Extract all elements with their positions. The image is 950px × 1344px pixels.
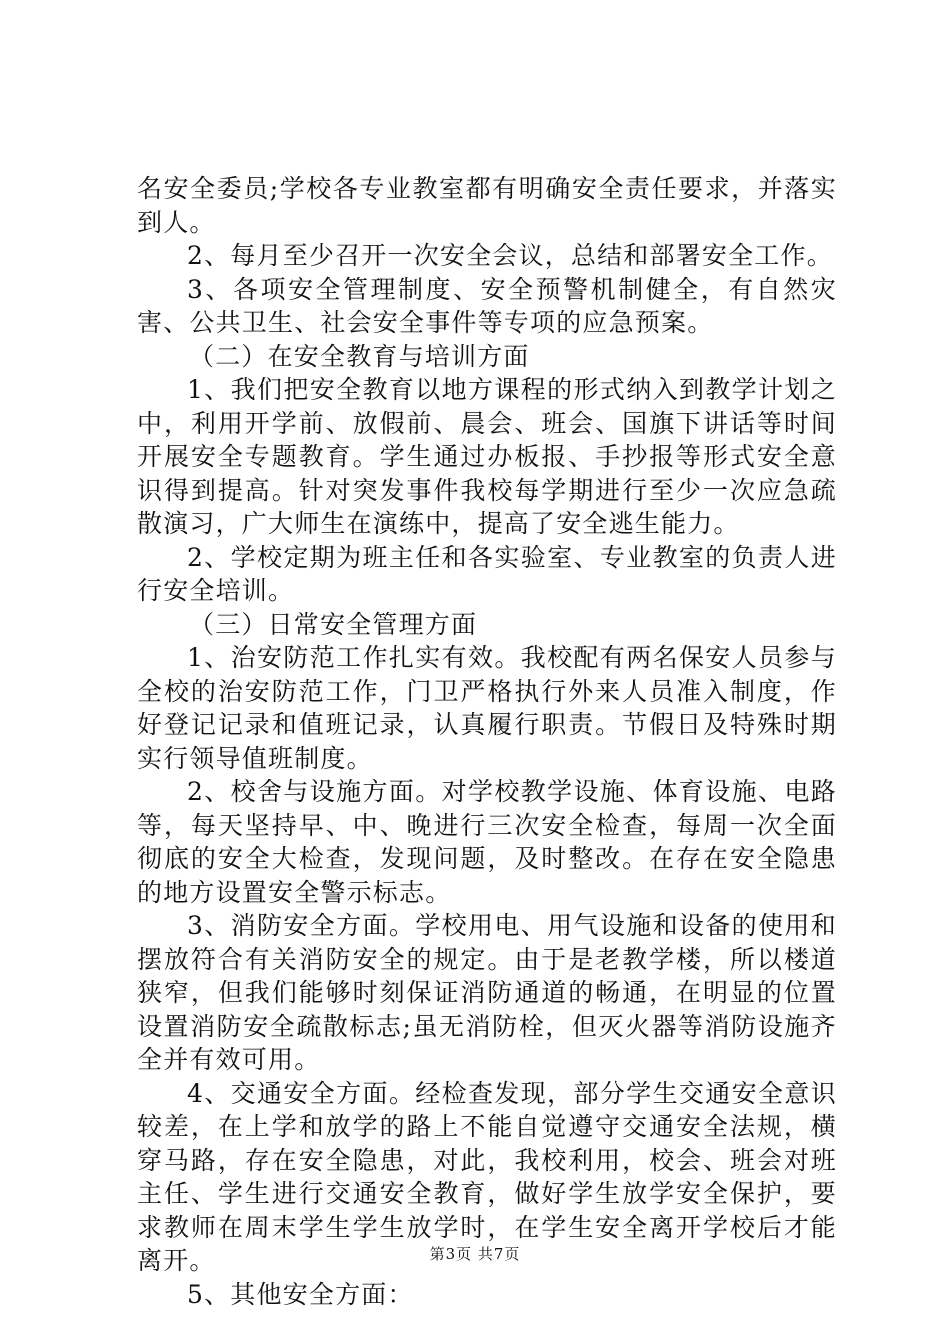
paragraph: 1、我们把安全教育以地方课程的形式纳入到教学计划之中，利用开学前、放假前、晨会、班会、国旗下讲话等时间开展安全专题教育。学生通过办板报、手抄报等形式安全意识得到提高。针对突发事件我校每学期进行至少一次应急疏散演习，广大师生在演练中，提高了安全逃生能力。 <box>137 375 837 538</box>
paragraph: 2、学校定期为班主任和各实验室、专业教室的负责人进行安全培训。 <box>137 542 837 605</box>
paragraph: 3、各项安全管理制度、安全预警机制健全，有自然灾害、公共卫生、社会安全事件等专项的应急预案。 <box>137 274 837 337</box>
paragraph: 5、其他安全方面： <box>187 1279 414 1309</box>
section-heading: （二）在安全教育与培训方面 <box>189 341 530 371</box>
section-heading: （三）日常安全管理方面 <box>189 609 478 639</box>
paragraph: 名安全委员;学校各专业教室都有明确安全责任要求，并落实到人。 <box>137 174 837 237</box>
paragraph: 1、治安防范工作扎实有效。我校配有两名保安人员参与全校的治安防范工作，门卫严格执行外来人员准入制度，作好登记记录和值班记录，认真履行职责。节假日及特殊时期实行领导值班制度。 <box>137 643 837 773</box>
page-footer: 第3页 共7页 <box>429 1245 521 1263</box>
paragraph: 2、校舍与设施方面。对学校教学设施、体育设施、电路等，每天坚持早、中、晚进行三次安全检查，每周一次全面彻底的安全大检查，发现问题，及时整改。在存在安全隐患的地方设置安全警示标志。 <box>137 777 837 907</box>
paragraph: 2、每月至少召开一次安全会议，总结和部署安全工作。 <box>187 241 833 270</box>
paragraph: 3、消防安全方面。学校用电、用气设施和设备的使用和摆放符合有关消防安全的规定。由于是老教学楼，所以楼道狭窄，但我们能够时刻保证消防通道的畅通，在明显的位置设置消防安全疏散标志;虽无消防栓，但灭火器等消防设施齐全并有效可用。 <box>137 911 837 1074</box>
document-body <box>137 172 837 1311</box>
paragraph: 4、交通安全方面。经检查发现，部分学生交通安全意识较差，在上学和放学的路上不能自觉遵守交通安全法规，横穿马路，存在安全隐患，对此，我校利用，校会、班会对班主任、学生进行交通安全教育，做好学生放学安全保护，要求教师在周末学生学生放学时，在学生安全离开学校后才能离开。 <box>137 1078 837 1275</box>
